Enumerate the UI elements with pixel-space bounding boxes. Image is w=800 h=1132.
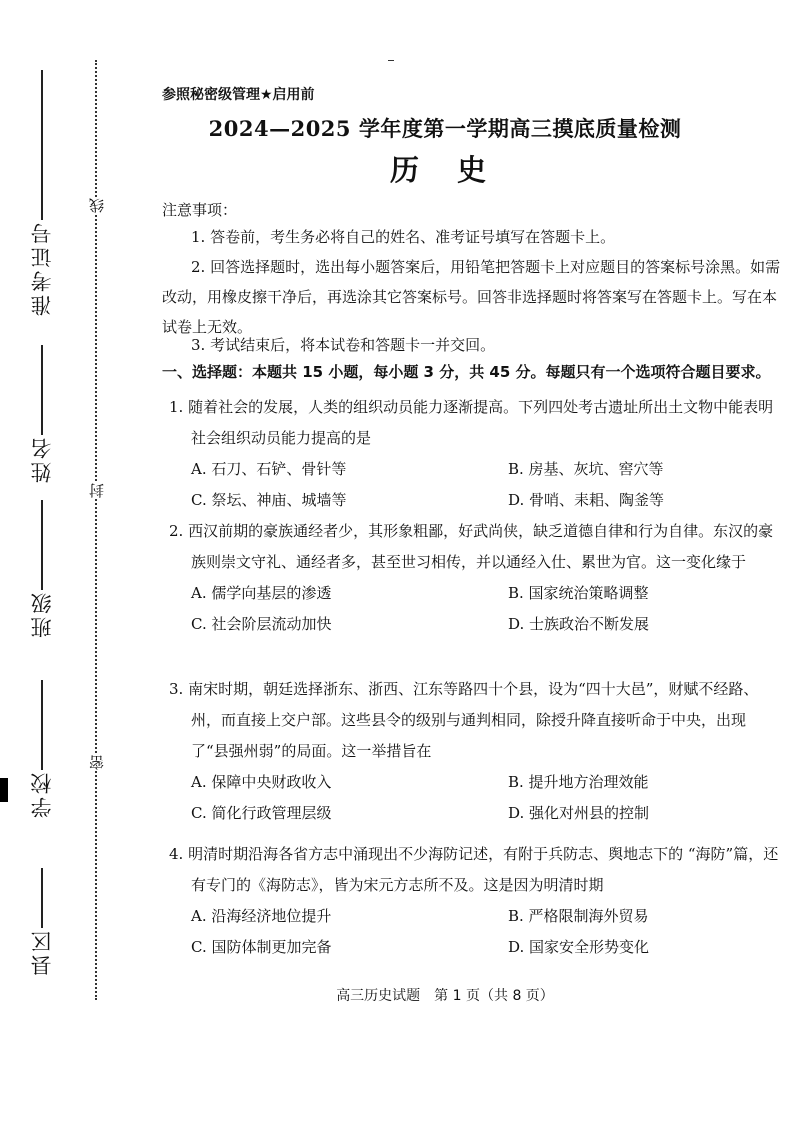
notice-item-1: 1. 答卷前，考生务必将自己的姓名、准考证号填写在答题卡上。 [191, 228, 616, 246]
field-exam-number [22, 70, 62, 316]
question-1 [169, 392, 781, 516]
option-a: A. 石刀、石铲、骨针等 [191, 460, 347, 478]
question-stem: 3. 南宋时期，朝廷选择浙东、浙西、江东等路四十个县，设为“四十大邑”，财赋不经路、州，而直接上交户部。这些县令的级别与通判相同，除授升降直接听命于中央，出现了“县强州弱”的局面。这一举措旨在 [169, 680, 759, 760]
option-d: D. 强化对州县的控制 [508, 804, 650, 822]
name-label: 姓名 [30, 435, 54, 483]
cut-label-xian: 线 [88, 198, 106, 213]
question-options [169, 578, 781, 640]
name-blank-line [41, 345, 43, 435]
option-c: C. 社会阶层流动加快 [191, 615, 332, 633]
notice-heading: 注意事项： [162, 201, 238, 219]
option-b: B. 国家统治策略调整 [508, 584, 649, 602]
question-2 [169, 516, 781, 640]
page-footer: 高三历史试题 第 1 页（共 8 页） [336, 988, 554, 1004]
field-class [22, 500, 62, 638]
option-d: D. 士族政治不断发展 [508, 615, 650, 633]
field-district [22, 868, 62, 976]
option-a: A. 保障中央财政收入 [191, 773, 332, 791]
secrecy-level: 参照秘密级管理★启用前 [162, 87, 315, 103]
option-c: C. 简化行政管理层级 [191, 804, 332, 822]
district-label: 县区 [30, 928, 54, 976]
option-b: B. 房基、灰坑、窖穴等 [508, 460, 664, 478]
registration-mark [0, 778, 8, 802]
exam-number-label: 准考证号 [30, 220, 54, 316]
option-d: D. 国家安全形势变化 [508, 938, 650, 956]
question-stem: 1. 随着社会的发展，人类的组织动员能力逐渐提高。下列四处考古遗址所出土文物中能表明社会组织动员能力提高的是 [169, 398, 774, 447]
notice-item-3: 3. 考试结束后，将本试卷和答题卡一并交回。 [191, 336, 496, 354]
option-c: C. 祭坛、神庙、城墙等 [191, 491, 347, 509]
notice-item-2: 2. 回答选择题时，选出每小题答案后，用铅笔把答题卡上对应题目的答案标号涂黑。如需改动，用橡皮擦干净后，再选涂其它答案标号。回答非选择题时将答案写在答题卡上。写在本试卷上无效。 [162, 258, 781, 336]
question-stem: 4. 明清时期沿海各省方志中涌现出不少海防记述，有附于兵防志、舆地志下的 “海防”篇，还有专门的《海防志》，皆为宋元方志所不及。这是因为明清时期 [169, 845, 779, 894]
option-a: A. 沿海经济地位提升 [191, 907, 332, 925]
cut-label-mi: 密 [88, 755, 106, 770]
option-c: C. 国防体制更加完备 [191, 938, 332, 956]
question-options [169, 767, 781, 829]
question-options [169, 454, 781, 516]
option-d: D. 骨哨、耒耜、陶釜等 [508, 491, 665, 509]
subject-title: 历 史 [389, 153, 501, 187]
question-stem: 2. 西汉前期的豪族通经者少，其形象粗鄙，好武尚侠，缺乏道德自律和行为自律。东汉的豪族则崇文守礼、通经者多，甚至世习相传，并以通经入仕、累世为官。这一变化缘于 [169, 522, 774, 571]
class-label: 班级 [30, 590, 54, 638]
field-school [22, 680, 62, 818]
class-blank-line [41, 500, 43, 590]
school-label: 学校 [30, 770, 54, 818]
section-heading: 一、选择题：本题共 15 小题，每小题 3 分，共 45 分。每题只有一个选项符合题目要求。 [162, 363, 771, 381]
school-blank-line [41, 680, 43, 770]
option-b: B. 严格限制海外贸易 [508, 907, 649, 925]
question-3 [169, 674, 781, 829]
cut-label-feng: 封 [88, 483, 106, 498]
question-4 [169, 839, 781, 963]
question-options [169, 901, 781, 963]
top-dash-mark [388, 60, 394, 61]
field-name [22, 345, 62, 483]
binding-margin [0, 0, 110, 1132]
exam-number-blank-line [41, 70, 43, 220]
district-blank-line [41, 868, 43, 928]
option-a: A. 儒学向基层的渗透 [191, 584, 332, 602]
exam-title: 2024—2025 学年度第一学期高三摸底质量检测 [208, 116, 682, 141]
option-b: B. 提升地方治理效能 [508, 773, 649, 791]
